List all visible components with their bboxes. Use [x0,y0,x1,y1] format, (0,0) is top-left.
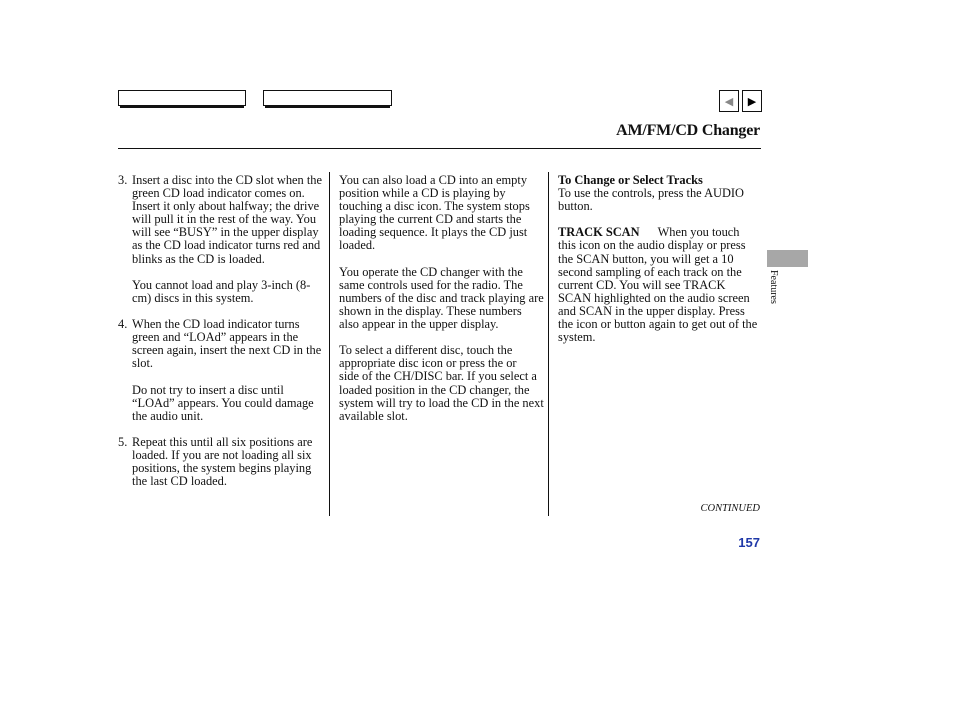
column-divider [329,172,330,516]
step-4 [118,318,324,370]
paragraph: You operate the CD changer with the same controls used for the radio. The numbers of the disc and track playing are shown in the display. These numbers also appear in the upper display. [339,264,544,332]
step-text: Repeat this until all six positions are loaded. If you are not loading all six positions, the system begins playing the last CD loaded. [132,434,313,489]
column-1 [118,174,324,501]
paragraph [339,344,544,423]
step-5 [118,436,324,488]
paragraph-part: or [506,356,517,371]
paragraph [558,226,758,344]
paragraph-part: side of the CH/DISC bar. If you select a loaded position in the CD changer, the system will try to load the CD in the next available slot. [339,369,544,423]
section-tab[interactable] [767,250,808,267]
paragraph: To use the controls, press the AUDIO button. [558,186,744,214]
column-divider [548,172,549,516]
title-rule [118,148,761,149]
nav-button-1[interactable] [118,90,246,106]
section-tab-label: Features [768,270,779,304]
triangle-right-icon: ▶ [747,94,757,108]
step-number: 4. [118,317,128,332]
step-3 [118,174,324,266]
column-3 [558,174,758,357]
previous-page-button[interactable] [719,90,739,112]
page-number: 157 [738,535,760,550]
continued-label: CONTINUED [700,503,760,514]
step-note: Do not try to insert a disc until “LOAd” appears. You could damage the audio unit. [132,382,314,423]
step-number: 5. [118,434,128,449]
triangle-left-icon: ◀ [724,94,734,108]
step-note: You cannot load and play 3-inch (8-cm) discs in this system. [132,277,311,305]
track-scan-label: TRACK SCAN [558,225,640,240]
next-page-button[interactable] [742,90,762,112]
paragraph-part: To select a different disc, touch the appropriate disc icon or press the [339,343,513,371]
paragraph-part: When you touch this icon on the audio display or press the SCAN button, you will get a 10 second sampling of each track on the current CD. You will see TRACK SCAN highlighted on the audio screen and SCAN in the upper display. Press the icon or button again to get out of the system. [558,225,758,345]
page-title: AM/FM/CD Changer [616,122,760,139]
step-text: Insert a disc into the CD slot when the green CD load indicator comes on. Insert it only about halfway; the drive will pull it in the rest of the way. You will see “BUSY” in the upper display as the CD load indicator turns red and blinks as the CD is loaded. [132,173,322,266]
section-heading: To Change or Select Tracks [558,173,703,187]
paragraph: You can also load a CD into an empty position while a CD is playing by touching a disc icon. The system stops playing the current CD and starts the loading sequence. It plays the CD just loaded. [339,173,530,253]
column-2 [339,174,544,436]
step-text: When the CD load indicator turns green and “LOAd” appears in the screen again, insert the next CD in the slot. [132,317,322,371]
step-number: 3. [118,173,128,187]
nav-button-2[interactable] [263,90,392,106]
